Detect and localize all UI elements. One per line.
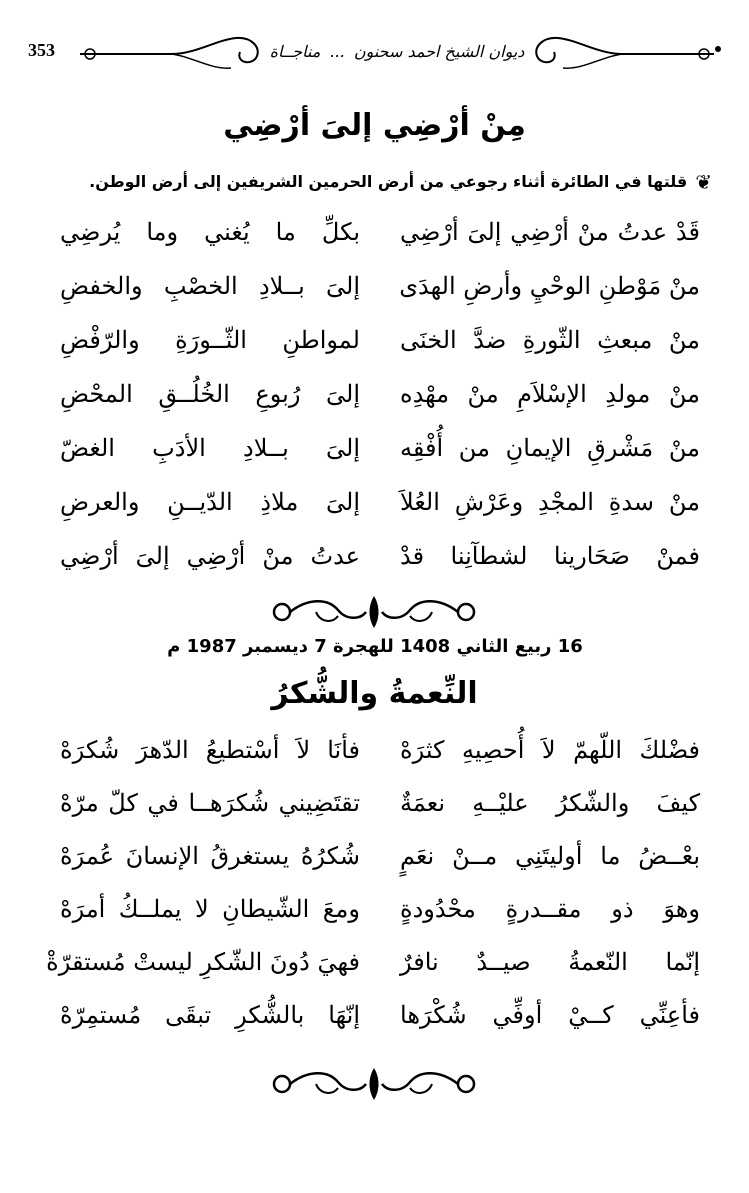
scroll-divider-ornament-icon: [268, 592, 480, 632]
verse-second-hemistich: إنّهَا بالشُّكرِ تبقَى مُستمِرّهْ: [60, 1001, 360, 1029]
note-text: قلتها في الطائرة أثناء رجوعي من أرض الحرمين الشريفين إلى أرض الوطن.: [89, 172, 688, 191]
verse-line: [60, 212, 700, 266]
poem-title: مِنْ أرْضِي إلىَ أرْضِي: [223, 108, 526, 143]
verse-first-hemistich: فأعِنِّي كــيْ أوفِّي شُكْرَها: [400, 1001, 700, 1029]
book-title: ديوان الشيخ احمد سحنون: [353, 42, 525, 61]
verse-line: [60, 536, 700, 590]
verse-line: [60, 995, 700, 1048]
verse-second-hemistich: شُكرُهُ يستغرقُ الإنسانَ عُمرَهْ: [60, 842, 360, 870]
running-header: [28, 28, 721, 84]
header-dot: [715, 46, 721, 52]
verse-line: [60, 428, 700, 482]
verse-line: [60, 266, 700, 320]
poem-note: [36, 170, 712, 194]
verse-first-hemistich: منْ مَوْطنِ الوحْيِ وأرضِ الهدَى: [399, 272, 700, 300]
flourish-ornament-icon: [76, 32, 266, 76]
section-name: مناجــاة: [269, 42, 321, 61]
verse-second-hemistich: بكلِّ ما يُغني وما يُرضِي: [60, 218, 360, 246]
verse-second-hemistich: فهيَ دُونَ الشّكرِ ليستْ مُستقرّةْ: [46, 948, 360, 976]
scroll-divider-ornament-icon: [268, 1064, 480, 1104]
verse-line: [60, 889, 700, 942]
verse-first-hemistich: فمنْ صَحَارينا لشطآنِنا قدْ: [400, 542, 700, 570]
verse-second-hemistich: عدتُ منْ أرْضِي إلىَ أرْضِي: [60, 542, 360, 570]
poem-title: النِّعمةُ والشُّكرُ: [271, 676, 478, 711]
verse-second-hemistich: لمواطنِ الثّــورَةِ والرّفْضِ: [60, 326, 360, 354]
verse-first-hemistich: منْ مَشْرقِ الإيمانِ من أُفْقِه: [400, 434, 700, 462]
verse-first-hemistich: وهوَ ذو مقــدرةٍ محْدُودةٍ: [400, 895, 700, 923]
verse-line: [60, 320, 700, 374]
leaf-ornament-icon: ❦: [695, 170, 712, 194]
verse-second-hemistich: إلىَ بــلادِ الأدَبِ الغضّ: [60, 434, 360, 462]
verse-line: [46, 942, 700, 995]
verse-line: [60, 482, 700, 536]
header-separator: ...: [329, 42, 345, 61]
poem-verses: [46, 730, 700, 1048]
verse-second-hemistich: تقتَضِيني شُكرَهــا في كلّ مرّهْ: [60, 789, 360, 817]
verse-first-hemistich: بعْــضُ ما أوليتَنِي مــنْ نعَمٍ: [400, 842, 700, 870]
verse-first-hemistich: فضْلكَ اللّهمّ لاَ أُحصِيهِ كثرَهْ: [400, 736, 700, 764]
verse-line: [60, 374, 700, 428]
composition-date: 16 ربيع الثاني 1408 للهجرة 7 ديسمبر 1987 م: [167, 636, 583, 657]
verse-line: [60, 730, 700, 783]
verse-second-hemistich: فأنَا لاَ أسْتطيعُ الدّهرَ شُكرَهْ: [60, 736, 360, 764]
verse-first-hemistich: قَدْ عدتُ منْ أرْضِي إلىَ أرْضِي: [400, 218, 700, 246]
verse-first-hemistich: منْ مولدِ الإسْلاَمِ منْ مهْدِه: [400, 380, 700, 408]
verse-first-hemistich: كيفَ والشّكرُ عليْــهِ نعمَةٌ: [400, 789, 700, 817]
flourish-ornament-icon: [528, 32, 718, 76]
verse-first-hemistich: منْ مبعثِ الثّورةِ ضدَّ الخنَى: [400, 326, 700, 354]
page-number: 353: [28, 40, 55, 60]
poem-verses: [60, 212, 700, 590]
header-title: [268, 42, 526, 61]
verse-first-hemistich: منْ سدةِ المجْدِ وعَرْشِ العُلاَ: [400, 488, 700, 516]
verse-line: [60, 783, 700, 836]
verse-second-hemistich: إلىَ ملاذِ الدّيــنِ والعرضِ: [60, 488, 360, 516]
verse-line: [60, 836, 700, 889]
verse-first-hemistich: إنّما النّعمةُ صيــدٌ نافرٌ: [400, 948, 700, 976]
verse-second-hemistich: ومعَ الشّيطانِ لا يملــكُ أمرَهْ: [60, 895, 360, 923]
verse-second-hemistich: إلىَ رُبوعِ الخُلُــقِ المحْضِ: [60, 380, 360, 408]
verse-second-hemistich: إلىَ بــلادِ الخصْبِ والخفضِ: [60, 272, 360, 300]
